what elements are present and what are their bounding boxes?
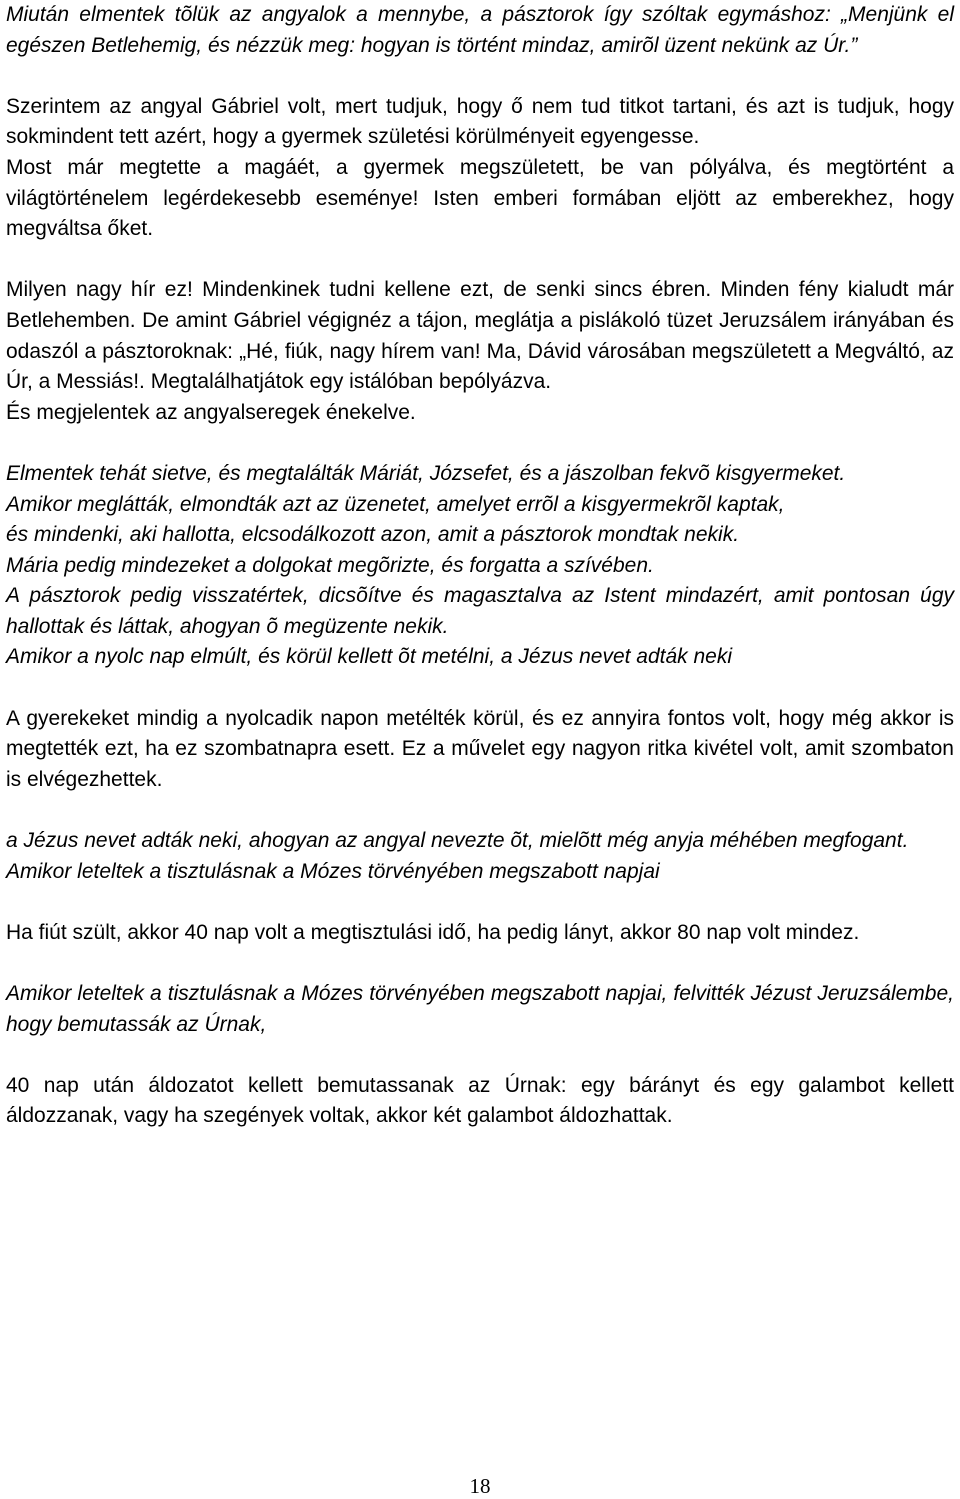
document-page xyxy=(6,0,954,1132)
paragraph-great-news: Milyen nagy hír ez! Mindenkinek tudni kellene ezt, de senki sincs ébren. Minden fény kialudt már Betlehemben. De amint Gábriel végignéz a tájon, meglátja a pislákoló tüzet Jeruzsálem irányában és odaszól a pásztoroknak: „Hé, fiúk, nagy hírem van! Ma, Dávid városában megszületett a Megváltó, az Úr, a Messiás!. Megtalálhatjátok egy istálóban bepólyázva. xyxy=(6,278,954,394)
paragraph-shepherds-returned: A pásztorok pedig visszatértek, dicsõítve és magasztalva az Istent mindazért, amit pontosan úgy hallottak és láttak, ahogyan õ megüzente nekik. xyxy=(6,584,954,638)
paragraph-shepherds-speak: Miután elmentek tõlük az angyalok a mennybe, a pásztorok így szóltak egymáshoz: „Menjünk el egészen Betlehemig, és nézzük meg: hogyan is történt mindaz, amirõl üzent nekünk az Úr.” xyxy=(6,3,954,57)
paragraph-purification-period: Ha fiút szült, akkor 40 nap volt a megtisztulási idő, ha pedig lányt, akkor 80 nap volt mindez. xyxy=(6,920,860,944)
paragraph-went-in-haste: Elmentek tehát sietve, és megtalálták Máriát, Józsefet, és a jászolban fekvõ kisgyermeket. xyxy=(6,461,846,485)
paragraph-child-born: Most már megtette a magáét, a gyermek megszületett, be van pólyálva, és megtörtént a világtörténelem legérdekesebb eseménye! Isten emberi formában eljött az emberekhez, hogy megváltsa őket. xyxy=(6,155,954,241)
paragraph-gabriel-opinion: Szerintem az angyal Gábriel volt, mert tudjuk, hogy ő nem tud titkot tartani, és azt is tudjuk, hogy sokmindent tett azért, hogy a gyermek születési körülményeit egyengesse. xyxy=(6,94,954,149)
paragraph-mary-pondered: Mária pedig mindezeket a dolgokat megõrizte, és forgatta a szívében. xyxy=(6,553,654,577)
paragraph-everyone-wondered: és mindenki, aki hallotta, elcsodálkozott azon, amit a pásztorok mondtak nekik. xyxy=(6,523,740,547)
paragraph-days-of-purification: Amikor leteltek a tisztulásnak a Mózes törvényében megszabott napjai xyxy=(6,859,660,883)
page-number: 18 xyxy=(469,1474,491,1498)
paragraph-when-they-saw: Amikor meglátták, elmondták azt az üzenetet, amelyet errõl a kisgyermekrõl kaptak, xyxy=(6,492,785,516)
paragraph-named-jesus: a Jézus nevet adták neki, ahogyan az angyal nevezte õt, mielõtt még anyja méhében megfogant. xyxy=(6,829,909,853)
paragraph-eight-days: Amikor a nyolc nap elmúlt, és körül kellett õt metélni, a Jézus nevet adták neki xyxy=(6,645,733,669)
paragraph-circumcision-note: A gyerekeket mindig a nyolcadik napon metélték körül, és ez annyira fontos volt, hogy még akkor is megtették ezt, ha ez szombatnapra esett. Ez a művelet egy nagyon ritka kivétel volt, amit szombaton is elvégezhettek. xyxy=(6,706,954,791)
paragraph-sacrifice: 40 nap után áldozatot kellett bemutassanak az Úrnak: egy bárányt és egy galambot kellett áldozzanak, vagy ha szegények voltak, akkor két galambot áldozhattak. xyxy=(6,1073,954,1128)
paragraph-brought-to-jerusalem: Amikor leteltek a tisztulásnak a Mózes törvényében megszabott napjai, felvitték Jézust Jeruzsálembe, hogy bemutassák az Úrnak, xyxy=(6,982,954,1036)
paragraph-angel-hosts: És megjelentek az angyalseregek énekelve. xyxy=(6,400,416,424)
